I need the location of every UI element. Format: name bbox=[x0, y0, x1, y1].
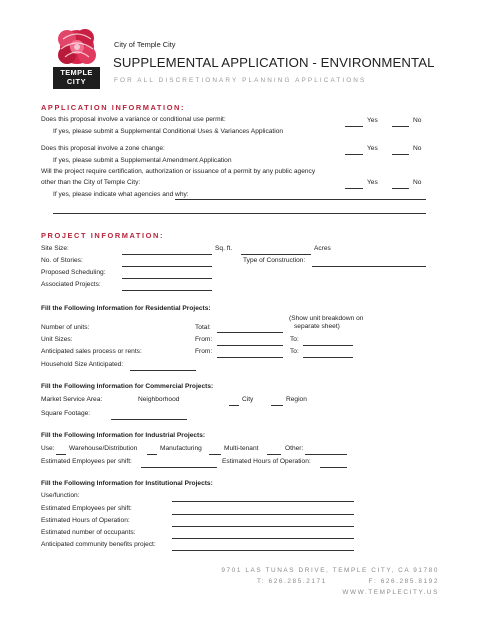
q3-note: If yes, please indicate what agencies and why: bbox=[53, 191, 189, 198]
q2-yes-blank[interactable] bbox=[345, 154, 363, 155]
industrial-hours-label: Estimated Hours of Operation: bbox=[222, 458, 311, 465]
city-option: City bbox=[242, 396, 254, 403]
residential-heading: Fill the Following Information for Residential Projects: bbox=[41, 305, 211, 312]
other-blank[interactable] bbox=[267, 454, 281, 455]
unit-sizes-label: Unit Sizes: bbox=[41, 336, 73, 343]
associated-label: Associated Projects: bbox=[41, 281, 101, 288]
benefits-label: Anticipated community benefits project: bbox=[41, 541, 156, 548]
agencies-field-2[interactable] bbox=[53, 213, 426, 214]
other-field[interactable] bbox=[305, 454, 347, 455]
scheduling-field[interactable] bbox=[122, 278, 212, 279]
project-info-heading: PROJECT INFORMATION: bbox=[41, 231, 165, 240]
footer-address: 9701 LAS TUNAS DRIVE, TEMPLE CITY, CA 91780 bbox=[221, 567, 439, 574]
q2-yes-label: Yes bbox=[367, 145, 378, 152]
flower-icon bbox=[53, 27, 100, 67]
q2-note: If yes, please submit a Supplemental Amendment Application bbox=[53, 157, 232, 164]
total-units-field[interactable] bbox=[217, 332, 283, 333]
stories-label: No. of Stories: bbox=[41, 257, 83, 264]
temple-city-logo bbox=[53, 27, 100, 89]
associated-field[interactable] bbox=[122, 290, 212, 291]
units-label: Number of units: bbox=[41, 324, 90, 331]
footer-website[interactable]: WWW.TEMPLECITY.US bbox=[342, 589, 439, 596]
sq-ft-label: Sq. ft. bbox=[215, 245, 233, 252]
q3-text-line1: Will the project require certification, authorization or issuance of a permit by any public agency bbox=[41, 168, 316, 175]
construction-field[interactable] bbox=[312, 266, 426, 267]
manufacturing-blank[interactable] bbox=[147, 454, 157, 455]
logo-text-city: CITY bbox=[66, 77, 87, 86]
multi-tenant-blank[interactable] bbox=[209, 454, 221, 455]
sales-to-field[interactable] bbox=[303, 357, 353, 358]
footer-fax: F: 626.285.8192 bbox=[368, 578, 439, 585]
q1-note: If yes, please submit a Supplemental Conditional Uses & Variances Application bbox=[53, 128, 284, 135]
q3-yes-blank[interactable] bbox=[345, 188, 363, 189]
unit-sizes-to-field[interactable] bbox=[303, 345, 353, 346]
unit-sizes-to-label: To: bbox=[290, 336, 299, 343]
footage-field[interactable] bbox=[111, 419, 187, 420]
total-label: Total: bbox=[195, 324, 211, 331]
agencies-field-1[interactable] bbox=[175, 199, 426, 200]
q2-no-label: No bbox=[413, 145, 422, 152]
unit-sizes-from-label: From: bbox=[195, 336, 213, 343]
page-subtitle: FOR ALL DISCRETIONARY PLANNING APPLICATIONS bbox=[114, 77, 367, 84]
site-size-label: Site Size: bbox=[41, 245, 69, 252]
footage-label: Square Footage: bbox=[41, 410, 91, 417]
neighborhood-option: Neighborhood bbox=[138, 396, 180, 403]
q3-no-blank[interactable] bbox=[392, 188, 409, 189]
unit-sizes-from-field[interactable] bbox=[217, 345, 283, 346]
application-info-heading: APPLICATION INFORMATION: bbox=[41, 103, 186, 112]
market-label: Market Service Area: bbox=[41, 396, 103, 403]
q2-text: Does this proposal involve a zone change: bbox=[41, 145, 165, 152]
sales-from-field[interactable] bbox=[217, 357, 283, 358]
industrial-hours-field[interactable] bbox=[320, 467, 347, 468]
commercial-heading: Fill the Following Information for Commercial Projects: bbox=[41, 383, 214, 390]
manufacturing-option: Manufacturing bbox=[160, 445, 202, 452]
neighborhood-blank[interactable] bbox=[229, 405, 239, 406]
q1-text: Does this proposal involve a variance or conditional use permit: bbox=[41, 116, 226, 123]
sales-to-label: To: bbox=[290, 348, 299, 355]
industrial-heading: Fill the Following Information for Industrial Projects: bbox=[41, 432, 206, 439]
sales-label: Anticipated sales process or rents: bbox=[41, 348, 142, 355]
industrial-use-label: Use: bbox=[41, 445, 55, 452]
org-name: City of Temple City bbox=[114, 40, 176, 49]
q3-text-line2: other than the City of Temple City: bbox=[41, 179, 141, 186]
site-size-acres-field[interactable] bbox=[241, 254, 311, 255]
q1-no-label: No bbox=[413, 117, 422, 124]
q1-yes-label: Yes bbox=[367, 117, 378, 124]
q3-yes-label: Yes bbox=[367, 179, 378, 186]
industrial-employees-field[interactable] bbox=[141, 467, 217, 468]
breakdown-note-1: (Show unit breakdown on bbox=[289, 315, 364, 322]
benefits-field[interactable] bbox=[172, 550, 354, 551]
construction-label: Type of Construction: bbox=[243, 257, 306, 264]
household-field[interactable] bbox=[130, 370, 196, 371]
household-label: Household Size Anticipated: bbox=[41, 361, 124, 368]
industrial-employees-label: Estimated Employees per shift: bbox=[41, 458, 132, 465]
scheduling-label: Proposed Scheduling: bbox=[41, 269, 106, 276]
q1-no-blank[interactable] bbox=[392, 126, 409, 127]
institutional-employees-label: Estimated Employees per shift: bbox=[41, 505, 132, 512]
acres-label: Acres bbox=[314, 245, 331, 252]
multi-tenant-option: Multi-tenant bbox=[224, 445, 259, 452]
breakdown-note-2: separate sheet) bbox=[294, 323, 340, 330]
occupants-label: Estimated number of occupants: bbox=[41, 529, 136, 536]
institutional-employees-field[interactable] bbox=[172, 514, 354, 515]
logo-text-temple: TEMPLE bbox=[60, 68, 93, 77]
region-option: Region bbox=[286, 396, 307, 403]
q3-no-label: No bbox=[413, 179, 422, 186]
footer-phone: T: 626.285.2171 bbox=[257, 578, 327, 585]
warehouse-option: Warehouse/Distribution bbox=[69, 445, 138, 452]
q2-no-blank[interactable] bbox=[392, 154, 409, 155]
institutional-hours-field[interactable] bbox=[172, 526, 354, 527]
sales-from-label: From: bbox=[195, 348, 213, 355]
q1-yes-blank[interactable] bbox=[345, 126, 363, 127]
warehouse-blank[interactable] bbox=[56, 454, 66, 455]
city-blank[interactable] bbox=[271, 405, 283, 406]
site-size-sqft-field[interactable] bbox=[122, 254, 212, 255]
stories-field[interactable] bbox=[122, 266, 212, 267]
institutional-use-label: Use/function: bbox=[41, 492, 80, 499]
page-title: SUPPLEMENTAL APPLICATION - ENVIRONMENTAL bbox=[113, 55, 435, 70]
occupants-field[interactable] bbox=[172, 538, 354, 539]
other-label: Other: bbox=[285, 445, 304, 452]
institutional-hours-label: Estimated Hours of Operation: bbox=[41, 517, 130, 524]
institutional-use-field[interactable] bbox=[172, 501, 354, 502]
institutional-heading: Fill the Following Information for Institutional Projects: bbox=[41, 480, 213, 487]
